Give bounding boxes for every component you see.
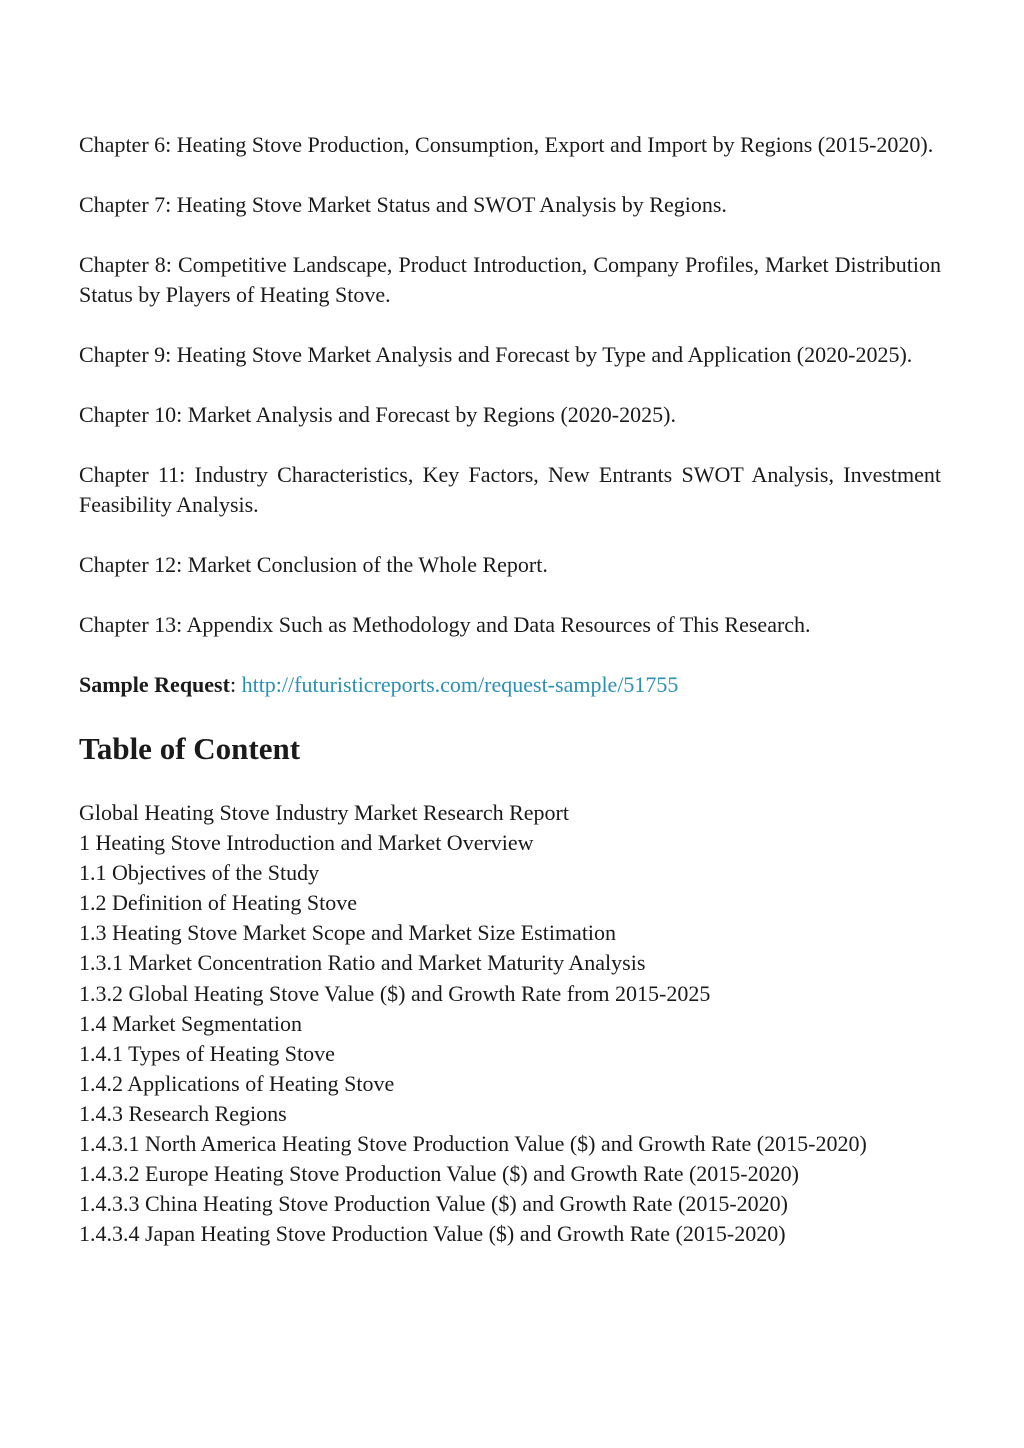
toc-item: 1.4.3.2 Europe Heating Stove Production Value ($) and Growth Rate (2015-2020): [79, 1161, 799, 1187]
toc-item: 1.2 Definition of Heating Stove: [79, 890, 358, 916]
chapter-8: Chapter 8: Competitive Landscape, Product Introduction, Company Profiles, Market Distribution Status by Players of Heating Stove.: [79, 252, 941, 307]
sample-request: [79, 670, 941, 700]
toc-list: [79, 798, 941, 1249]
toc-item: 1.1 Objectives of the Study: [79, 860, 320, 886]
toc-item: 1.3.1 Market Concentration Ratio and Market Maturity Analysis: [79, 950, 646, 976]
toc-item: 1.3.2 Global Heating Stove Value ($) and Growth Rate from 2015-2025: [79, 980, 711, 1006]
toc-item: Global Heating Stove Industry Market Research Report: [79, 800, 569, 825]
sample-request-separator: :: [229, 672, 242, 697]
sample-request-label: Sample Request: [79, 672, 230, 697]
toc-item: 1 Heating Stove Introduction and Market Overview: [79, 830, 534, 856]
toc-item: 1.4.2 Applications of Heating Stove: [79, 1070, 395, 1096]
chapter-13: Chapter 13: Appendix Such as Methodology and Data Resources of This Research.: [79, 612, 811, 637]
sample-request-link[interactable]: http://futuristicreports.com/request-sample/51755: [241, 672, 679, 697]
toc-item: 1.4.3.4 Japan Heating Stove Production Value ($) and Growth Rate (2015-2020): [79, 1221, 786, 1247]
chapter-list: [79, 130, 941, 640]
toc-item: 1.3 Heating Stove Market Scope and Market Size Estimation: [79, 920, 617, 946]
chapter-6: Chapter 6: Heating Stove Production, Consumption, Export and Import by Regions (2015-2020).: [79, 132, 934, 157]
toc-item: 1.4.1 Types of Heating Stove: [79, 1040, 335, 1066]
toc-item: 1.4.3 Research Regions: [79, 1100, 287, 1126]
chapter-7: Chapter 7: Heating Stove Market Status and SWOT Analysis by Regions.: [79, 192, 727, 217]
toc-item: 1.4 Market Segmentation: [79, 1010, 303, 1036]
toc-item: 1.4.3.3 China Heating Stove Production Value ($) and Growth Rate (2015-2020): [79, 1191, 788, 1217]
chapter-10: Chapter 10: Market Analysis and Forecast by Regions (2020-2025).: [79, 402, 676, 427]
chapter-11: Chapter 11: Industry Characteristics, Key Factors, New Entrants SWOT Analysis, Investment Feasibility Analysis.: [79, 462, 941, 517]
toc-heading: Table of Content: [79, 731, 301, 766]
chapter-9: Chapter 9: Heating Stove Market Analysis and Forecast by Type and Application (2020-2025).: [79, 342, 913, 367]
chapter-12: Chapter 12: Market Conclusion of the Whole Report.: [79, 552, 548, 577]
document-page: [79, 130, 941, 1249]
toc-item: 1.4.3.1 North America Heating Stove Production Value ($) and Growth Rate (2015-2020): [79, 1131, 867, 1157]
